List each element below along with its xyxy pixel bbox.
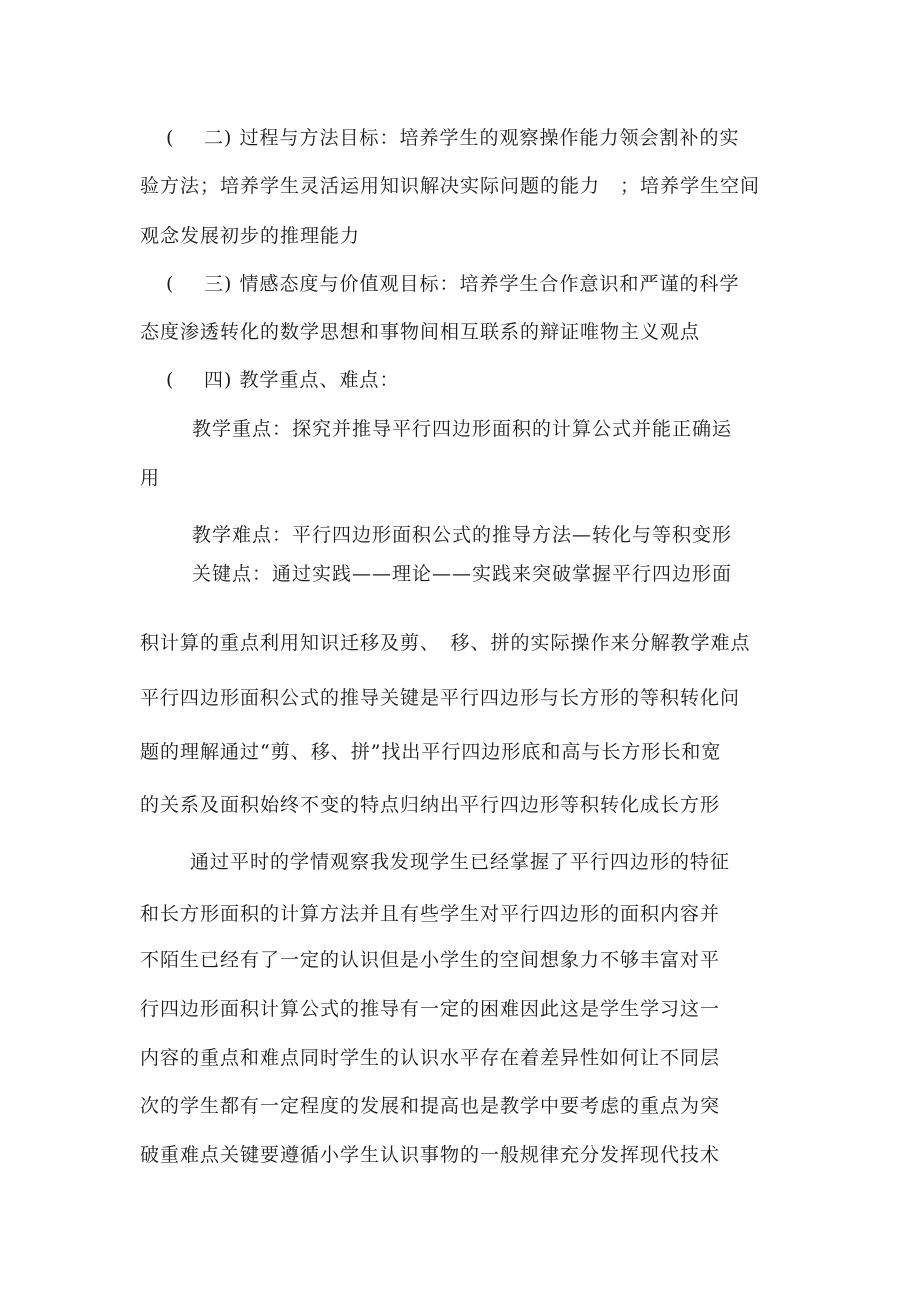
- paragraph-b-line-6: 次的学生都有一定程度的发展和提高也是教学中要考虑的重点为突: [140, 1095, 721, 1117]
- paragraph-b-line-5: 内容的重点和难点同时学生的认识水平存在着差异性如何让不同层: [140, 1047, 721, 1069]
- paragraph-a-line-4: 的关系及面积始终不变的特点归纳出平行四边形等积转化成长方形: [140, 794, 721, 816]
- section-3-paren: (: [166, 273, 174, 295]
- paragraph-b-line-7: 破重难点关键要遵循小学生认识事物的一般规律充分发挥现代技术: [140, 1144, 721, 1166]
- section-4-paren: (: [166, 369, 174, 391]
- section-4-heading: 四) 教学重点、难点：: [204, 369, 400, 391]
- paragraph-a-line-1: 积计算的重点利用知识迁移及剪、 移、拼的实际操作来分解教学难点: [140, 632, 751, 654]
- section-2-paren: (: [166, 127, 174, 149]
- paragraph-a-line-3: 题的理解通过“剪、移、拼”找出平行四边形底和高与长方形长和宽: [140, 741, 722, 763]
- paragraph-b-line-3: 不陌生已经有了一定的认识但是小学生的空间想象力不够丰富对平: [140, 949, 721, 971]
- key-link-line: 关键点：通过实践——理论——实践来突破掌握平行四边形面: [192, 563, 733, 585]
- paragraph-b-line-2: 和长方形面积的计算方法并且有些学生对平行四边形的面积内容并: [140, 903, 721, 925]
- paragraph-b-line-4: 行四边形面积计算公式的推导有一定的困难因此这是学生学习这一: [140, 998, 721, 1020]
- key-point-line-2: 用: [140, 467, 161, 489]
- section-3-line-2: 态度渗透转化的数学思想和事物间相互联系的辩证唯物主义观点: [140, 321, 701, 343]
- paragraph-b-line-1: 通过平时的学情观察我发现学生已经掌握了平行四边形的特征: [190, 851, 731, 873]
- section-3-line-1: 三) 情感态度与价值观目标：培养学生合作意识和严谨的科学: [204, 273, 740, 295]
- section-2-line-1: 二) 过程与方法目标：培养学生的观察操作能力领会割补的实: [204, 127, 740, 149]
- section-2-line-2: 验方法；培养学生灵活运用知识解决实际问题的能力 ；培养学生空间: [140, 175, 761, 197]
- section-2-line-3: 观念发展初步的推理能力: [140, 225, 361, 247]
- paragraph-a-line-2: 平行四边形面积公式的推导关键是平行四边形与长方形的等积转化问: [140, 687, 741, 709]
- key-point-line-1: 教学重点：探究并推导平行四边形面积的计算公式并能正确运: [192, 418, 733, 440]
- difficulty-line-1: 教学难点：平行四边形面积公式的推导方法—转化与等积变形: [192, 524, 733, 546]
